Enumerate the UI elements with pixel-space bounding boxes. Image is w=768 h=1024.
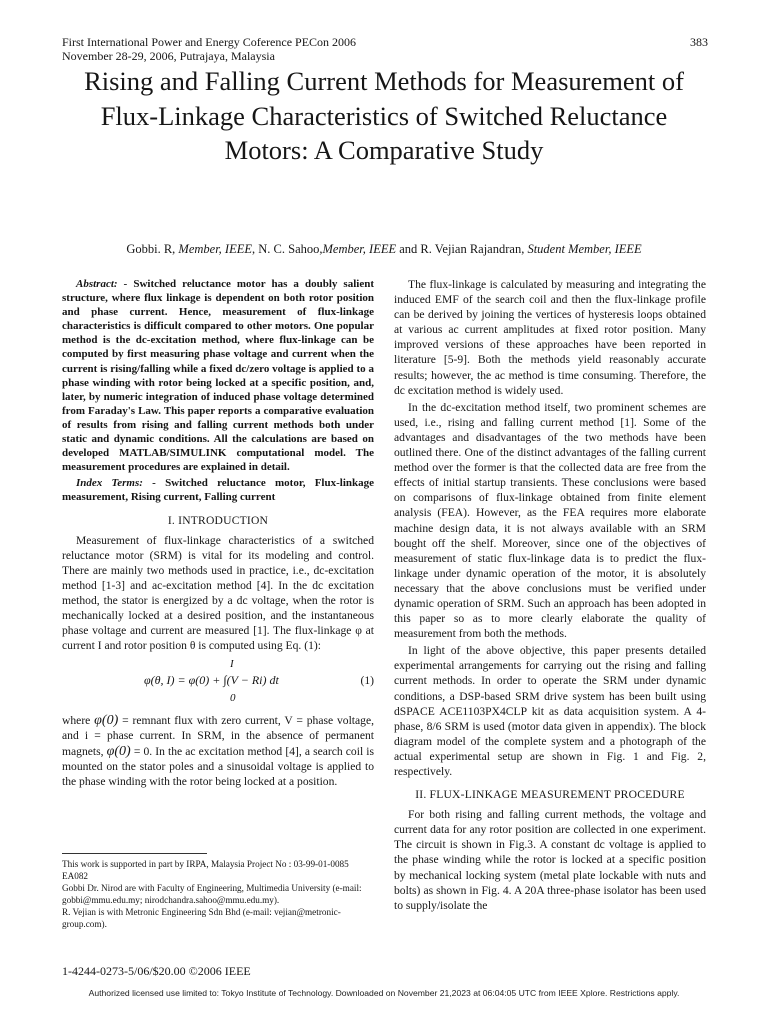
author-line bbox=[40, 242, 728, 257]
paper-title: Rising and Falling Current Methods for Measurement of Flux-Linkage Characteristics of Switched Reluctance Motors: A Comparative Study bbox=[84, 66, 684, 165]
equation-1 bbox=[62, 657, 374, 709]
author-separator-1: , N. C. Sahoo, bbox=[252, 242, 323, 256]
page-number: 383 bbox=[690, 35, 708, 49]
right-paragraph-3: In light of the above objective, this paper presents detailed experimental arrangements for carrying out the rising and falling current methods. In order to operate the SRM under dynamic conditions, a DSP-based SRM drive system has been built using dSPACE ACE1103PX4CLP kit as data acquisition system. A 4-phase, 8/6 SRM is used (motor data given in appendix). The block diagram model of the complete system and a photograph of the actual experimental setup are shown in Fig. 1 and Fig. 2, respectively. bbox=[394, 644, 706, 778]
conference-date: November 28-29, 2006, Putrajaya, Malaysia bbox=[62, 49, 275, 63]
phi-zero-symbol: φ(0) bbox=[94, 713, 119, 729]
author-3-role: Student Member, IEEE bbox=[527, 242, 642, 256]
footnote-divider bbox=[62, 853, 207, 854]
right-column bbox=[394, 277, 706, 915]
where-text: where bbox=[62, 714, 95, 728]
equation-number: (1) bbox=[360, 674, 374, 688]
author-1: Gobbi. R, bbox=[126, 242, 179, 256]
footnote-affiliation-1: Gobbi Dr. Nirod are with Faculty of Engineering, Multimedia University (e-mail: gobbi@mmu.edu.my; nirodchandra.sahoo@mmu.edu.my). bbox=[62, 883, 362, 905]
isbn-copyright: 1-4244-0273-5/06/$20.00 ©2006 IEEE bbox=[62, 964, 251, 978]
intro-paragraph-1: Measurement of flux-linkage characteristics of a switched reluctance motor (SRM) is vital for its modeling and control. There are mainly two methods used in practice, i.e., dc-excitation method [1-3] and ac-excitation method [4]. In the dc excitation method, the stator is energized by a dc voltage, when the rotor is mechanically locked at a desired position, and the instantaneous phase voltage and current are measured [1]. The flux-linkage φ at current I and rotor position θ is computed using Eq. (1): bbox=[62, 533, 374, 653]
right-paragraph-1: The flux-linkage is calculated by measuring and integrating the induced EMF of the search coil and then the flux-linkage profile can be derived by joining the vertices of hysteresis loops obtained at various ac current amplitudes at fixed rotor position. Many improved versions of these approaches have been reported in literature [5-9]. Both the methods yield reasonably accurate results; however, the ac method is time consuming. Therefore, the dc excitation method is widely used. bbox=[394, 278, 706, 397]
abstract-text: Switched reluctance motor has a doubly salient structure, where flux linkage is dependent on both rotor position and phase current. Hence, measurement of flux-linkage characteristics is difficult compared to other motors. One popular method is the dc-excitation method, where flux-linkage can be computed by first measuring phase voltage and current when the current is rising/falling while a fixed dc/zero voltage is applied to a phase winding with rotor being locked at a specific position, and, later, by numeric integration of induced phase voltage determined from Faraday's Law. This paper reports a comparative evaluation of results from rising and falling current methods both under static and dynamic conditions. All the calculations are based on developed MATLAB/SIMULINK computational model. The measurement procedures are explained in detail. bbox=[62, 278, 374, 474]
left-column bbox=[62, 277, 374, 791]
index-terms-text: - Switched reluctance motor, Flux-linkage measurement, Rising current, Falling current bbox=[62, 477, 374, 504]
footnote-funding: This work is supported in part by IRPA, Malaysia Project No : 03-99-01-0085 EA082 bbox=[62, 859, 349, 881]
author-separator-2: and R. Vejian Rajandran, bbox=[396, 242, 528, 256]
abstract bbox=[62, 277, 374, 474]
conference-header bbox=[62, 35, 356, 63]
index-terms-label: Index Terms: bbox=[76, 477, 143, 490]
abstract-label: Abstract: - bbox=[76, 278, 128, 290]
integral-lower-limit: 0 bbox=[230, 692, 236, 705]
footnote-affiliation-2: R. Vejian is with Metronic Engineering Sdn Bhd (e-mail: vejian@metronic-group.com). bbox=[62, 907, 341, 929]
conference-name: First International Power and Energy Coference PECon 2006 bbox=[62, 35, 357, 49]
footnotes bbox=[62, 858, 374, 930]
equation-body: φ(θ, I) = φ(0) + ∫(V − Ri) dt bbox=[144, 673, 279, 688]
index-terms bbox=[62, 476, 374, 504]
right-paragraph-2: In the dc-excitation method itself, two prominent schemes are used, i.e., rising and falling current method [1]. Some of the advantages and disadvantages of the two methods have been outlined there. One of the distinct advantages of the falling current method over the former is that the collected data are free from the effects of initial startup transients. These conclusions were based on comparisons of flux-linkage obtained from finite element analysis (FEA). However, as the FEA requires more elaborate machine design data, it is not always available with an SRM bought off the shelf. Moreover, since one of the objectives of measurement of static flux-linkage data is to predict the flux-linkage under dynamic operation of the motor, it is absolutely necessary that the above conclusions must be verified under dynamic operation of SRM. Such an approach has been adopted in this paper so as to more clearly elaborate the quality of measurement from both the methods. bbox=[394, 400, 706, 641]
section-heading-introduction: I. INTRODUCTION bbox=[167, 513, 269, 527]
search-coil-text: = 0. In the ac excitation method [4], a search coil is mounted on the stator poles and a sinusoidal voltage is applied to the phase winding with the rotor being locked at a position. bbox=[62, 744, 375, 788]
author-1-role: Member, IEEE bbox=[178, 242, 253, 256]
right-paragraph-4: For both rising and falling current methods, the voltage and current data for any rotor position are collected in one experiment. The circuit is shown in Fig.3. A constant dc voltage is applied to the phase winding while the rotor is locked at a specific position by mechanical locking system (metal plate lockable with nuts and bolts) as shown in Fig. 4. A 20A three-phase isolator has been used to supply/isolate the bbox=[394, 808, 706, 912]
phi-zero-symbol-2: φ(0) bbox=[106, 743, 131, 759]
author-2-role: Member, IEEE bbox=[322, 242, 397, 256]
license-notice: Authorized licensed use limited to: Tokyo Institute of Technology. Downloaded on November 21,2023 at 06:04:05 UTC from IEEE Xplore. Restrictions apply. bbox=[88, 988, 680, 998]
remnant-flux-text: = remnant flux with zero current, V = phase voltage, and i = phase current. In SRM, in the absence of permanent magnets, bbox=[62, 714, 374, 758]
intro-paragraph-2 bbox=[62, 713, 374, 788]
integral-upper-limit: I bbox=[230, 658, 234, 671]
section-heading-measurement: II. FLUX-LINKAGE MEASUREMENT PROCEDURE bbox=[415, 788, 685, 802]
